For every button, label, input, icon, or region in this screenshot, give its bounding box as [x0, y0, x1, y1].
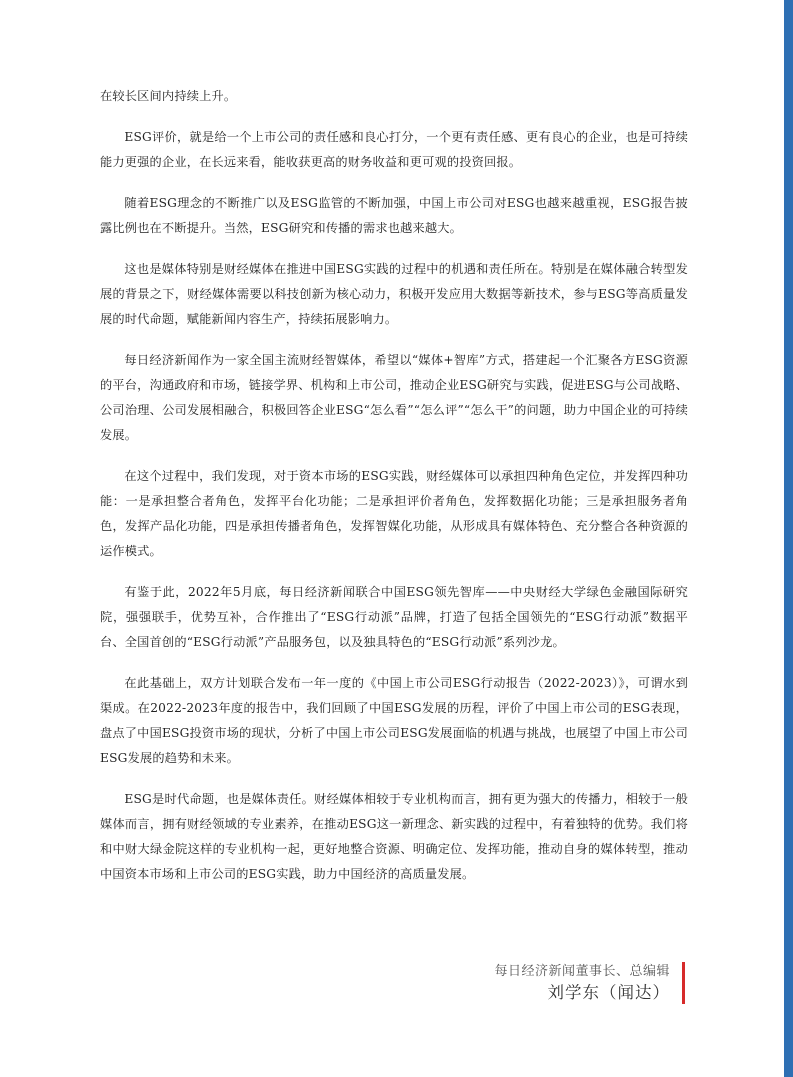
article-body	[100, 84, 688, 903]
author-name: 刘学东（闻达）	[547, 983, 670, 1002]
author-title: 每日经济新闻董事长、总编辑	[494, 964, 670, 979]
paragraph-4: 这也是媒体特别是财经媒体在推进中国ESG实践的过程中的机遇和责任所在。特别是在媒体融合转型发展的背景之下，财经媒体需要以科技创新为核心动力，积极开发应用大数据等新技术，参与ESG等高质量发展的时代命题，赋能新闻内容生产，持续拓展影响力。	[100, 262, 688, 326]
paragraph-2: ESG评价，就是给一个上市公司的责任感和良心打分，一个更有责任感、更有良心的企业，也是可持续能力更强的企业，在长远来看，能收获更高的财务收益和更可观的投资回报。	[100, 130, 688, 169]
paragraph-7: 有鉴于此，2022年5月底，每日经济新闻联合中国ESG领先智库——中央财经大学绿色金融国际研究院，强强联手，优势互补，合作推出了“ESG行动派”品牌，打造了包括全国领先的“ESG行动派”数据平台、全国首创的“ESG行动派”产品服务包，以及独具特色的“ESG行动派”系列沙龙。	[100, 585, 688, 649]
paragraph-9: ESG是时代命题，也是媒体责任。财经媒体相较于专业机构而言，拥有更为强大的传播力，相较于一般媒体而言，拥有财经领域的专业素养，在推动ESG这一新理念、新实践的过程中，有着独特的优势。我们将和中财大绿金院这样的专业机构一起，更好地整合资源、明确定位、发挥功能，推动自身的媒体转型，推动中国资本市场和上市公司的ESG实践，助力中国经济的高质量发展。	[100, 792, 688, 881]
paragraph-6: 在这个过程中，我们发现，对于资本市场的ESG实践，财经媒体可以承担四种角色定位，并发挥四种功能：一是承担整合者角色，发挥平台化功能；二是承担评价者角色，发挥数据化功能；三是承担服务者角色，发挥产品化功能，四是承担传播者角色，发挥智媒化功能，从形成具有媒体特色、充分整合各种资源的运作模式。	[100, 469, 688, 558]
paragraph-1: 在较长区间内持续上升。	[100, 89, 237, 103]
paragraph-8: 在此基础上，双方计划联合发布一年一度的《中国上市公司ESG行动报告（2022-2023）》，可谓水到渠成。在2022-2023年度的报告中，我们回顾了中国ESG发展的历程，评价了中国上市公司的ESG表现，盘点了中国ESG投资市场的现状，分析了中国上市公司ESG发展面临的机遇与挑战，也展望了中国上市公司ESG发展的趋势和未来。	[100, 676, 688, 765]
paragraph-3: 随着ESG理念的不断推广以及ESG监管的不断加强，中国上市公司对ESG也越来越重视，ESG报告披露比例也在不断提升。当然，ESG研究和传播的需求也越来越大。	[100, 196, 688, 235]
paragraph-5: 每日经济新闻作为一家全国主流财经智媒体，希望以“媒体+智库”方式，搭建起一个汇聚各方ESG资源的平台，沟通政府和市场，链接学界、机构和上市公司，推动企业ESG研究与实践，促进ESG与公司战略、公司治理、公司发展相融合，积极回答企业ESG“怎么看”“怎么评”“怎么干”的问题，助力中国企业的可持续发展。	[100, 353, 688, 442]
right-edge-bar	[784, 0, 793, 1077]
author-signature	[494, 962, 685, 1004]
